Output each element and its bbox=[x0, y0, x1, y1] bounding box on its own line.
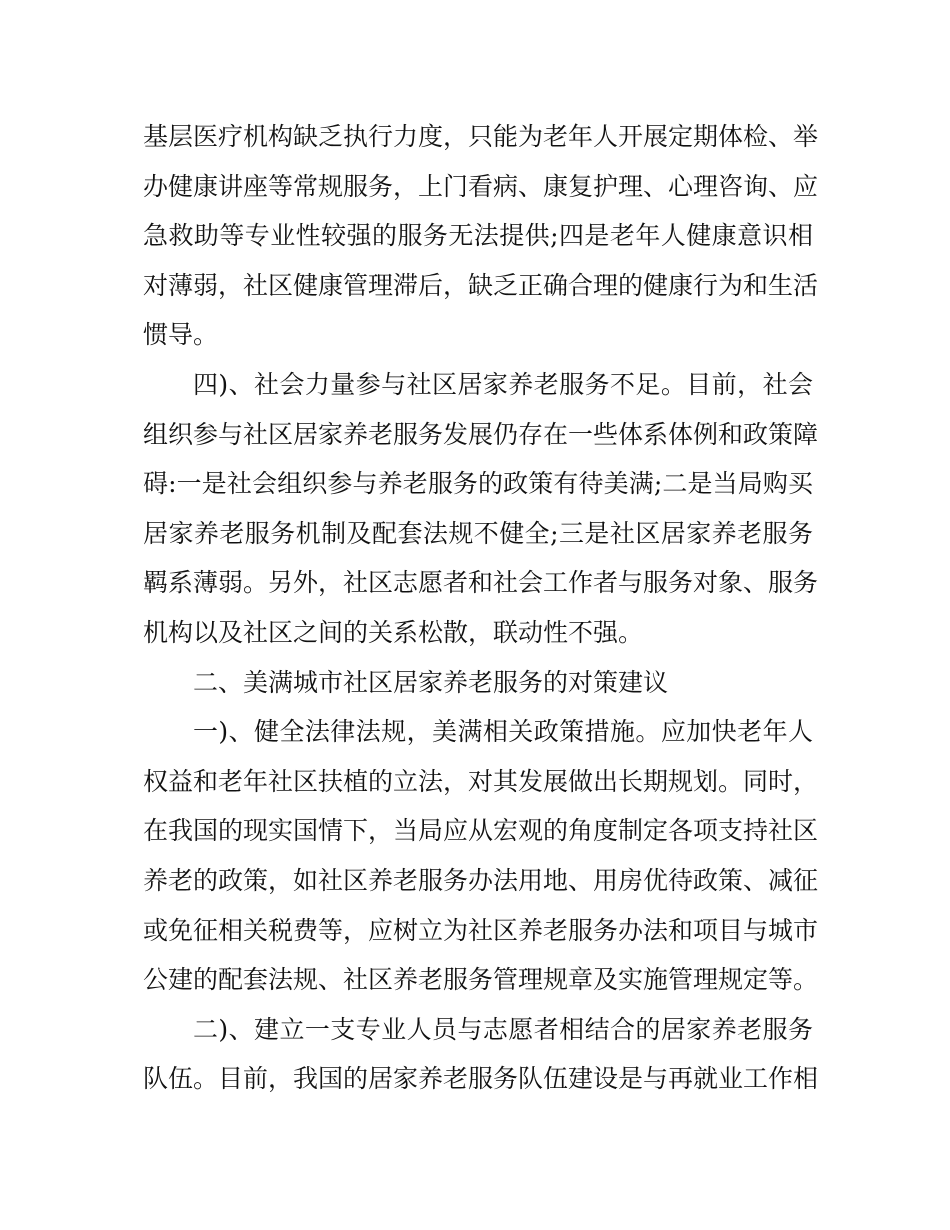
text-line: 公建的配套法规、社区养老服务管理规章及实施管理规定等。 bbox=[143, 965, 819, 995]
text-line: 机构以及社区之间的关系松散，联动性不强。 bbox=[143, 617, 644, 647]
text-line: 权益和老年社区扶植的立法，对其发展做出长期规划。同时， bbox=[143, 766, 819, 796]
text-line: 组织参与社区居家养老服务发展仍存在一些体系体例和政策障 bbox=[143, 419, 819, 449]
text-line: 办健康讲座等常规服务，上门看病、康复护理、心理咨询、应 bbox=[143, 171, 819, 201]
text-line: 碍:一是社会组织参与养老服务的政策有待美满;二是当局购买 bbox=[143, 469, 813, 499]
text-line: 惯导。 bbox=[143, 320, 219, 350]
text-line: 在我国的现实国情下，当局应从宏观的角度制定各项支持社区 bbox=[143, 816, 819, 846]
text-line: 对薄弱，社区健康管理滞后，缺乏正确合理的健康行为和生活 bbox=[143, 270, 819, 300]
text-line: 二)、建立一支专业人员与志愿者相结合的居家养老服务 bbox=[193, 1014, 813, 1044]
text-line: 一)、健全法律法规，美满相关政策措施。应加快老年人 bbox=[193, 717, 813, 747]
text-line: 基层医疗机构缺乏执行力度，只能为老年人开展定期体检、举 bbox=[143, 122, 819, 151]
text-line: 四)、社会力量参与社区居家养老服务不足。目前，社会 bbox=[193, 369, 813, 399]
section-heading: 二、美满城市社区居家养老服务的对策建议 bbox=[193, 667, 669, 697]
body-text bbox=[143, 112, 819, 1104]
text-line: 羁系薄弱。另外，社区志愿者和社会工作者与服务对象、服务 bbox=[143, 568, 819, 598]
text-line: 养老的政策，如社区养老服务办法用地、用房优待政策、减征 bbox=[143, 865, 819, 895]
text-line: 队伍。目前，我国的居家养老服务队伍建设是与再就业工作相 bbox=[143, 1064, 819, 1094]
text-line: 或免征相关税费等，应树立为社区养老服务办法和项目与城市 bbox=[143, 915, 819, 945]
text-line: 急救助等专业性较强的服务无法提供;四是老年人健康意识相 bbox=[143, 221, 813, 251]
text-line: 居家养老服务机制及配套法规不健全;三是社区居家养老服务 bbox=[143, 518, 813, 548]
